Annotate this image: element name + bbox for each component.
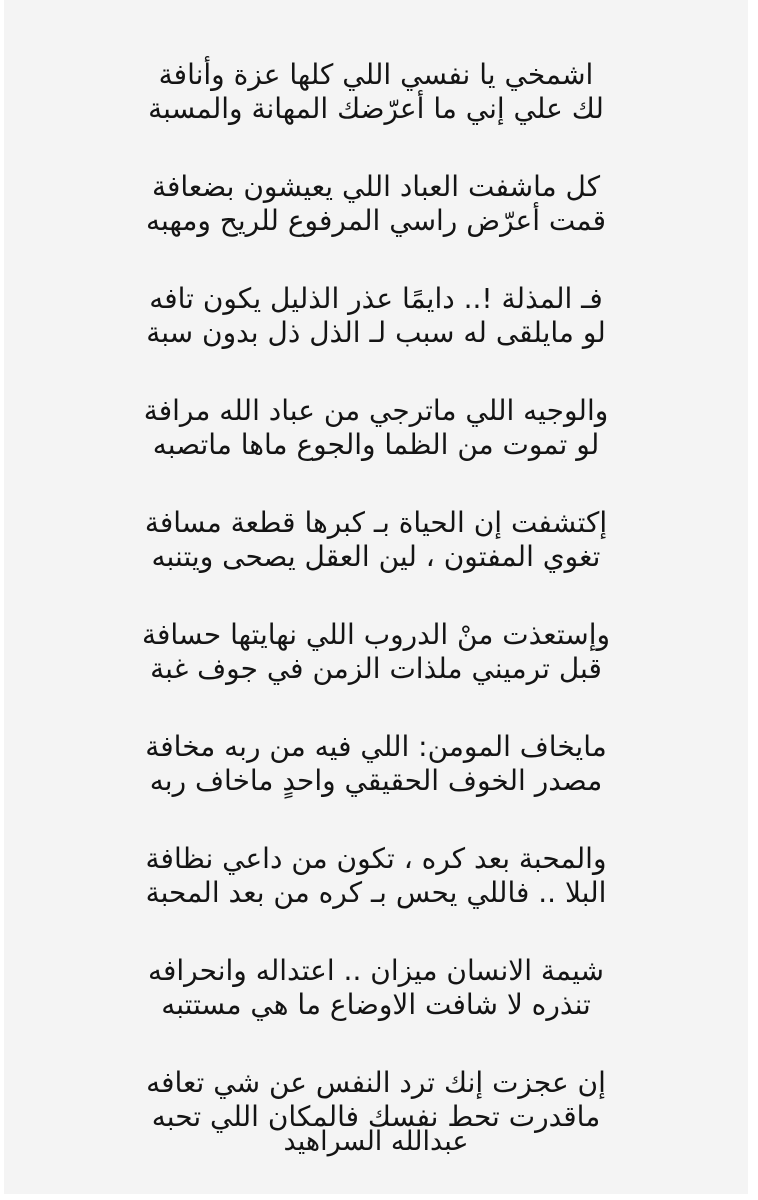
stanza-5 <box>4 506 748 618</box>
poem <box>4 58 748 1178</box>
verse-line: مصدر الخوف الحقيقي واحدٍ ماخاف ربه <box>149 764 603 797</box>
verse-line: مايخاف المومن: اللي فيه من ربه مخافة <box>145 730 607 763</box>
verse-line: والوجيه اللي ماترجي من عباد الله مرافة <box>143 394 609 427</box>
verse-line: والمحبة بعد كره ، تكون من داعي نظافة <box>145 842 607 875</box>
verse-line: شيمة الانسان ميزان .. اعتداله وانحرافه <box>148 954 605 987</box>
stanza-4 <box>4 394 748 506</box>
verse-line: اشمخي يا نفسي اللي كلها عزة وأنافة <box>158 58 594 91</box>
verse-line: لو تموت من الظما والجوع ماها ماتصبه <box>152 428 600 461</box>
verse-line: قمت أعرّض راسي المرفوع للريح ومهبه <box>146 204 606 237</box>
poet-signature: عبدالله السراهيد <box>283 1126 469 1157</box>
stanza-3 <box>4 282 748 394</box>
verse-line: إكتشفت إن الحياة بـ كبرها قطعة مسافة <box>144 506 608 539</box>
verse-line: فـ المذلة !.. دايمًا عذر الذليل يكون تافه <box>149 282 603 315</box>
stanza-10 <box>4 1066 748 1178</box>
verse-line: قبل ترميني ملذات الزمن في جوف غبة <box>150 652 602 685</box>
stanza-2 <box>4 170 748 282</box>
verse-line: ماقدرت تحط نفسك فالمكان اللي تحبه <box>151 1100 601 1133</box>
verse-line: إن عجزت إنك ترد النفس عن شي تعافه <box>146 1066 606 1099</box>
verse-line: كل ماشفت العباد اللي يعيشون بضعافة <box>151 170 601 203</box>
verse-line: تنذره لا شافت الاوضاع ما هي مستتبه <box>161 988 591 1021</box>
verse-line: لو مايلقى له سبب لـ الذل ذل بدون سبة <box>146 316 606 349</box>
stanza-8 <box>4 842 748 954</box>
verse-line: البلا .. فاللي يحس بـ كره من بعد المحبة <box>145 876 607 909</box>
stanza-7 <box>4 730 748 842</box>
stanza-1 <box>4 58 748 170</box>
verse-line: وإستعذت منْ الدروب اللي نهايتها حسافة <box>141 618 611 651</box>
stanza-6 <box>4 618 748 730</box>
verse-line: لك علي إني ما أعرّضك المهانة والمسبة <box>148 92 604 125</box>
stanza-9 <box>4 954 748 1066</box>
verse-line: تغوي المفتون ، لين العقل يصحى ويتنبه <box>151 540 601 573</box>
